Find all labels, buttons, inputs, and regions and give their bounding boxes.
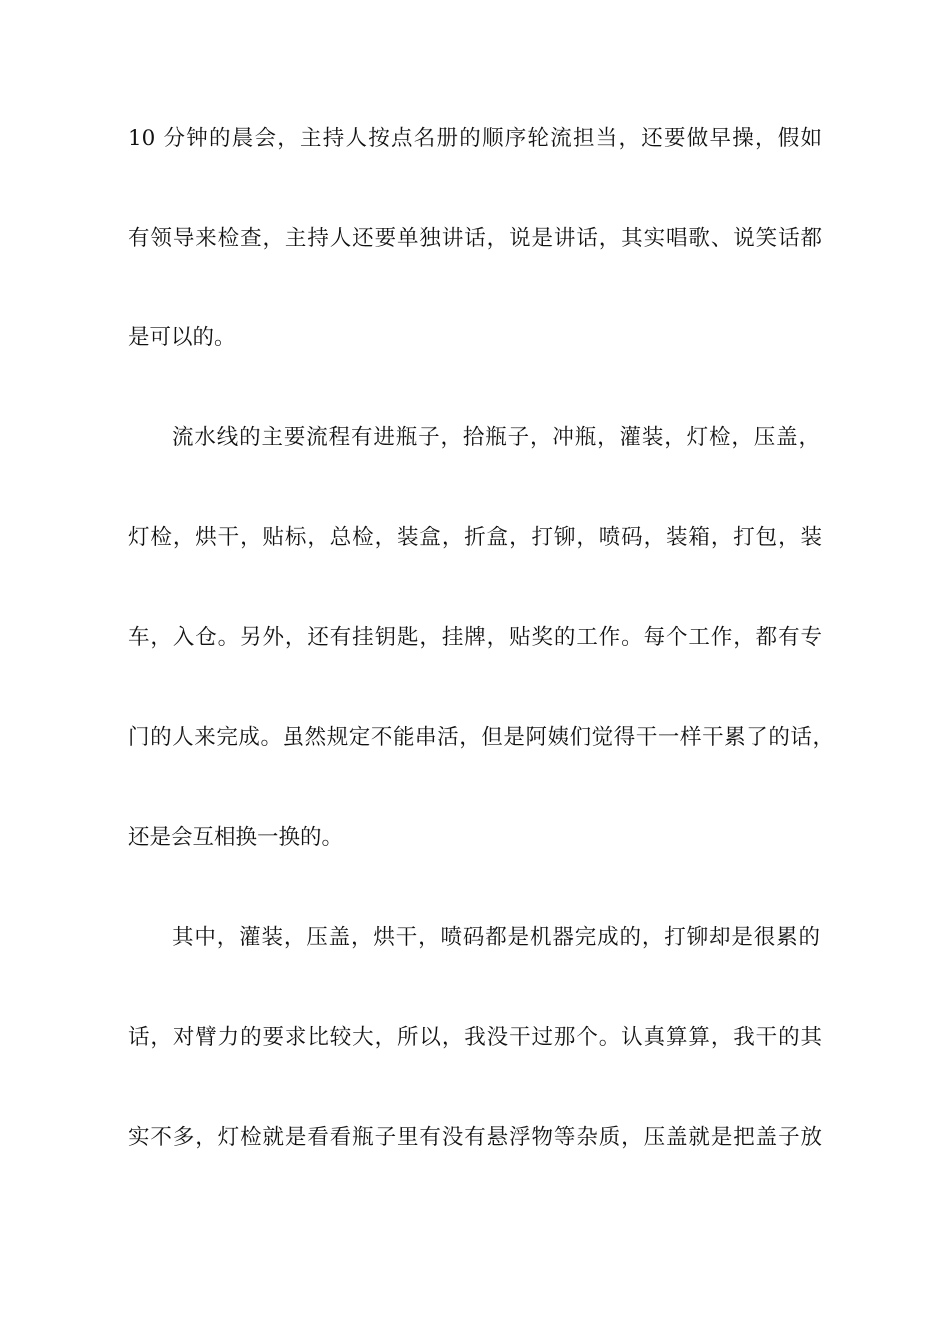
paragraph-3-line-3: 实不多，灯检就是看看瓶子里有没有悬浮物等杂质，压盖就是把盖子放 [128, 1125, 822, 1150]
paragraph-2-line-5: 还是会互相换一换的。 [128, 825, 344, 850]
paragraph-2-line-3: 车，入仓。另外，还有挂钥匙，挂牌，贴奖的工作。每个工作，都有专 [128, 625, 822, 650]
paragraph-2-line-2: 灯检，烘干，贴标，总检，装盒，折盒，打铆，喷码，装箱，打包，装 [128, 525, 822, 550]
paragraph-3-line-1: 其中，灌装，压盖，烘干，喷码都是机器完成的，打铆却是很累的 [172, 925, 820, 950]
paragraph-2-line-4: 门的人来完成。虽然规定不能串活，但是阿姨们觉得干一样干累了的话， [128, 725, 834, 750]
paragraph-1-line-3: 是可以的。 [128, 325, 236, 350]
paragraph-3-line-2: 话，对臂力的要求比较大，所以，我没干过那个。认真算算，我干的其 [128, 1025, 822, 1050]
paragraph-2-line-1: 流水线的主要流程有进瓶子，拾瓶子，冲瓶，灌装，灯检，压盖， [172, 425, 820, 450]
paragraph-1-line-2: 有领导来检查，主持人还要单独讲话，说是讲话，其实唱歌、说笑话都 [128, 226, 822, 251]
paragraph-1-line-1: 10 分钟的晨会，主持人按点名册的顺序轮流担当，还要做早操，假如 [128, 126, 822, 151]
